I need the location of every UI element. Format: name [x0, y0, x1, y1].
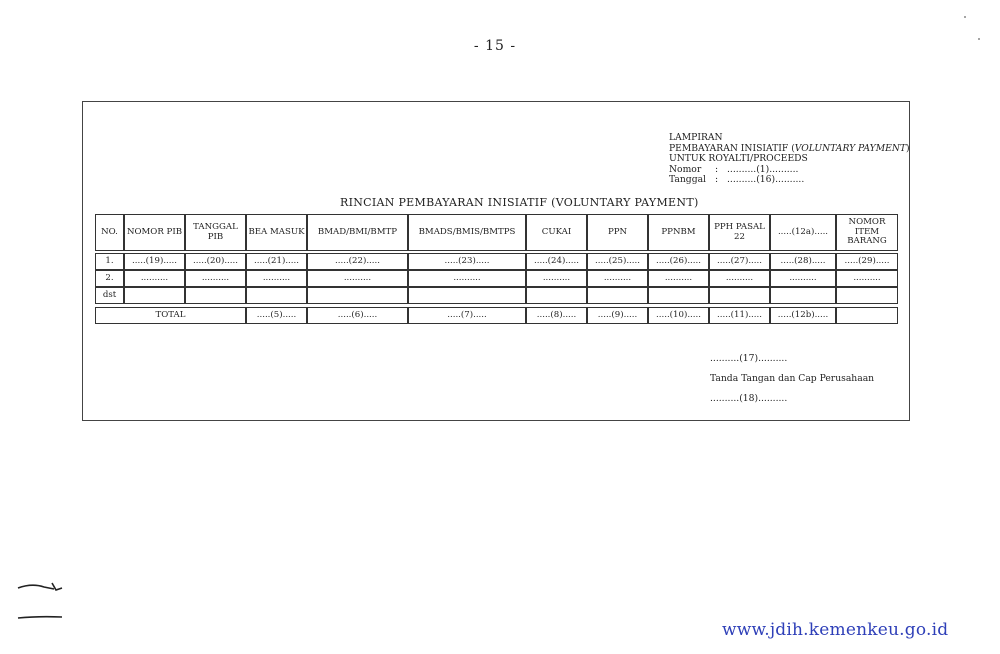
table-total-cell: .....(7)..... [408, 307, 526, 324]
signatory-name: ..........(17).......... [710, 353, 788, 364]
tanggal-value: ..........(16).......... [727, 174, 805, 185]
table-header-cell: CUKAI [526, 214, 587, 251]
table-data-cell: .....(19)..... [124, 253, 185, 270]
table-data-cell [307, 287, 408, 304]
table-header-cell: PPH PASAL 22 [709, 214, 770, 251]
table-data-cell [408, 287, 526, 304]
table-total-cell: .....(8)..... [526, 307, 587, 324]
table-data-cell [709, 287, 770, 304]
table-data-cell: .......... [408, 270, 526, 287]
scan-speck [978, 38, 980, 40]
table-header-cell: PPNBM [648, 214, 709, 251]
table-data-cell: 1. [95, 253, 124, 270]
table-total-cell: .....(9)..... [587, 307, 648, 324]
tanggal-colon: : [715, 174, 719, 185]
table-total-label: TOTAL [95, 307, 246, 324]
table-header-cell: NOMOR ITEM BARANG [836, 214, 898, 251]
table-data-cell: .......... [648, 270, 709, 287]
nomor-colon: : [715, 163, 719, 175]
tanggal-label: Tanggal [669, 174, 706, 185]
table-data-cell: 2. [95, 270, 124, 287]
table-header-cell: .....(12a)..... [770, 214, 836, 251]
table-header-cell: NO. [95, 214, 124, 251]
table-data-cell: .......... [124, 270, 185, 287]
attachment-line-2-prefix: PEMBAYARAN INISIATIF ( [669, 142, 795, 154]
table-data-cell [246, 287, 307, 304]
table-data-cell: .......... [587, 270, 648, 287]
table-total-cell [836, 307, 898, 324]
scan-speck [964, 16, 966, 18]
table-data-cell: .....(29)..... [836, 253, 898, 270]
footer-website-url: www.jdih.kemenkeu.go.id [722, 620, 949, 640]
attachment-line-3: UNTUK ROYALTI/PROCEEDS [669, 153, 808, 164]
attachment-line-2-italic: VOLUNTARY PAYMENT [794, 142, 907, 154]
table-header-cell: BMADS/BMIS/BMTPS [408, 214, 526, 251]
page-number: - 15 - [473, 38, 517, 54]
table-header-cell: NOMOR PIB [124, 214, 185, 251]
table-data-cell: .....(26)..... [648, 253, 709, 270]
table-total-cell: .....(12b)..... [770, 307, 836, 324]
table-data-cell: .....(25)..... [587, 253, 648, 270]
table-data-cell: .....(27)..... [709, 253, 770, 270]
table-data-cell: .......... [307, 270, 408, 287]
attachment-tanggal-row [669, 175, 910, 186]
table-total-cell: .....(10)..... [648, 307, 709, 324]
table-data-cell: .......... [526, 270, 587, 287]
attachment-line-1: LAMPIRAN [669, 132, 723, 143]
table-data-cell: .....(28)..... [770, 253, 836, 270]
table-data-cell: .....(22)..... [307, 253, 408, 270]
table-title: RINCIAN PEMBAYARAN INISIATIF (VOLUNTARY PAYMENT) [340, 196, 699, 209]
table-header-cell: BMAD/BMI/BMTP [307, 214, 408, 251]
table-data-cell [770, 287, 836, 304]
signature-label: Tanda Tangan dan Cap Perusahaan [710, 373, 875, 384]
nomor-label: Nomor [669, 163, 702, 175]
table-data-cell [526, 287, 587, 304]
nomor-value: ..........(1).......... [727, 163, 799, 175]
table-data-cell: .....(23)..... [408, 253, 526, 270]
table-data-cell [648, 287, 709, 304]
table-data-cell [587, 287, 648, 304]
table-data-cell: .......... [770, 270, 836, 287]
table-total-cell: .....(5)..... [246, 307, 307, 324]
table-data-cell: .......... [185, 270, 246, 287]
table-data-cell: .......... [836, 270, 898, 287]
payment-table [95, 214, 898, 324]
table-total-cell: .....(6)..... [307, 307, 408, 324]
attachment-block [669, 133, 910, 186]
table-data-cell: .....(20)..... [185, 253, 246, 270]
attachment-line-2-suffix: ) [906, 142, 910, 154]
table-header-cell: BEA MASUK [246, 214, 307, 251]
table-data-cell [836, 287, 898, 304]
table-data-cell: .....(24)..... [526, 253, 587, 270]
table-data-cell: dst [95, 287, 124, 304]
table-total-cell: .....(11)..... [709, 307, 770, 324]
table-data-cell: .......... [709, 270, 770, 287]
table-data-cell [124, 287, 185, 304]
table-header-cell: TANGGAL PIB [185, 214, 246, 251]
handwritten-initials-mark [14, 580, 74, 625]
table-header-cell: PPN [587, 214, 648, 251]
signatory-position: ..........(18).......... [710, 393, 788, 404]
table-data-cell [185, 287, 246, 304]
table-data-cell: .......... [246, 270, 307, 287]
table-data-cell: .....(21)..... [246, 253, 307, 270]
